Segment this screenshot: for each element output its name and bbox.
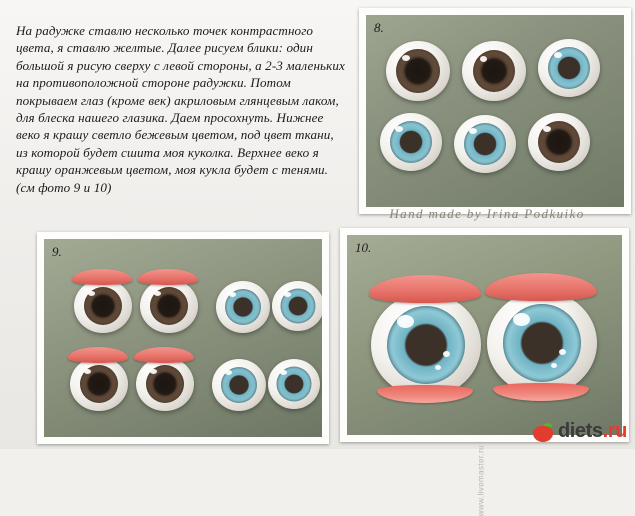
highlight-small bbox=[435, 365, 441, 370]
eyeball bbox=[70, 357, 128, 411]
eyelid-upper bbox=[485, 273, 597, 301]
handmade-credit: Hand made by Irina Podkuiko bbox=[389, 206, 585, 221]
eyelid-upper bbox=[369, 275, 481, 303]
finished-eye bbox=[487, 291, 597, 395]
highlight-small bbox=[443, 351, 450, 357]
highlight bbox=[402, 55, 410, 61]
eyeball bbox=[528, 113, 590, 171]
photo-8 bbox=[359, 8, 631, 214]
eyeball bbox=[386, 41, 450, 101]
eyeball bbox=[380, 113, 442, 171]
apple-icon bbox=[533, 422, 553, 442]
eyeball bbox=[216, 281, 270, 333]
eyeball bbox=[268, 359, 320, 409]
highlight bbox=[480, 56, 487, 62]
eyelid-upper bbox=[138, 269, 198, 285]
eyeball bbox=[454, 115, 516, 173]
eyelid-upper bbox=[134, 347, 194, 363]
photo-10-image bbox=[347, 235, 622, 435]
highlight bbox=[150, 369, 157, 374]
photo-8-number: 8. bbox=[374, 20, 384, 35]
photo-9 bbox=[37, 232, 329, 444]
highlight bbox=[554, 52, 562, 58]
photo-8-image bbox=[366, 15, 624, 207]
eyelid-lower bbox=[493, 383, 589, 401]
eyeball bbox=[462, 41, 526, 101]
photo-10-number: 10. bbox=[355, 240, 372, 255]
highlight bbox=[229, 292, 236, 297]
vertical-url-watermark: www.livemaster.ru bbox=[476, 445, 485, 516]
highlight bbox=[513, 313, 530, 326]
eyeball bbox=[538, 39, 600, 97]
site-watermark bbox=[533, 420, 627, 443]
site-name bbox=[558, 420, 627, 443]
highlight bbox=[395, 126, 403, 132]
eyeball bbox=[136, 357, 194, 411]
highlight bbox=[543, 126, 551, 132]
highlight bbox=[397, 315, 414, 328]
eyelid-upper bbox=[72, 269, 132, 285]
eyeball bbox=[74, 279, 132, 333]
highlight bbox=[280, 370, 287, 375]
eyelid-upper bbox=[68, 347, 128, 363]
highlight-small bbox=[551, 363, 557, 368]
highlight bbox=[284, 292, 291, 297]
eyeball bbox=[212, 359, 266, 411]
site-tld-text: .ru bbox=[602, 420, 627, 442]
eyelid-lower bbox=[377, 385, 473, 403]
photo-9-image bbox=[44, 239, 322, 437]
iris bbox=[473, 50, 515, 92]
instructions-text: На радужке ставлю несколько точек контрастного цвета, я ставлю желтые. Далее рисуем блики: один большой я рисую сверху с левой стороны, а 2-3 маленьких на противоположной стороне радужки. Потом покрываем глаз (кроме век) акриловым глянцевым лаком, для блеска нашего глазика. Даем просохнуть. Нижнее веко я крашу светло бежевым цветом, под цвет ткани, из которой будет сшита моя куколка. Верхнее веко я крашу оранжевым цветом, моя кукла будет с тенями. (см фото 9 и 10) bbox=[16, 23, 345, 195]
highlight bbox=[84, 369, 91, 374]
highlight bbox=[154, 291, 161, 296]
site-name-text: diets bbox=[557, 420, 603, 442]
highlight bbox=[88, 291, 95, 296]
highlight bbox=[469, 128, 477, 134]
finished-eye bbox=[371, 293, 481, 397]
photo-10 bbox=[340, 228, 629, 442]
eyeball bbox=[140, 279, 198, 333]
highlight-small bbox=[559, 349, 566, 355]
highlight bbox=[225, 370, 232, 375]
photo-9-number: 9. bbox=[52, 244, 62, 259]
eyeball bbox=[272, 281, 322, 331]
